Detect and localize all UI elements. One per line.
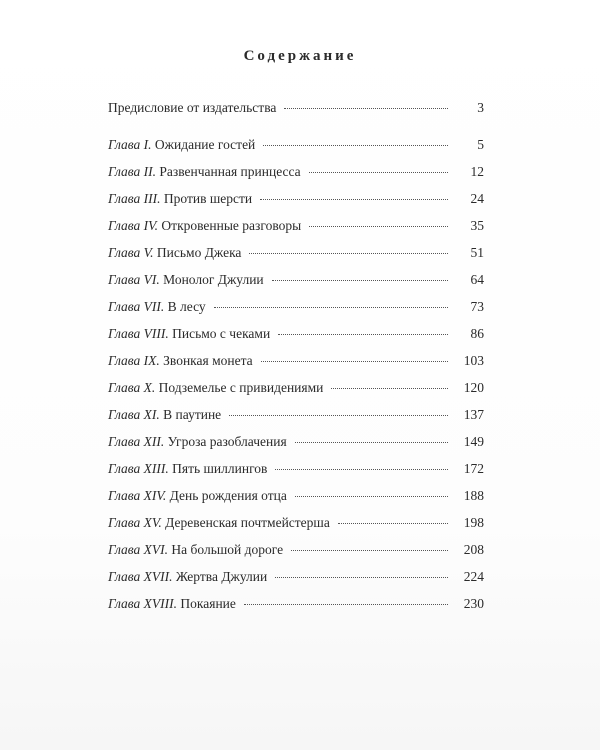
toc-entry-page: 12 [470, 164, 484, 179]
toc-entry-title: Предисловие от издательства [108, 100, 277, 115]
table-of-contents [108, 100, 484, 623]
dot-leader [331, 388, 448, 389]
toc-entry [108, 407, 484, 434]
toc-chapter-number: Глава XII. [108, 434, 165, 449]
toc-entry-label [108, 461, 267, 477]
toc-entry-page: 86 [470, 326, 484, 341]
dot-leader [278, 334, 448, 335]
dot-leader [263, 145, 448, 146]
toc-chapter-number: Глава XV. [108, 515, 162, 530]
toc-entry-title: День рождения отца [169, 488, 287, 503]
toc-entry-page: 172 [463, 461, 484, 476]
toc-entry-title: В лесу [167, 299, 206, 314]
dot-leader [309, 226, 448, 227]
toc-entry-label [108, 488, 287, 504]
toc-entry-label [108, 100, 276, 116]
toc-entry [108, 515, 484, 542]
toc-entry [108, 461, 484, 488]
toc-chapter-number: Глава XI. [108, 407, 160, 422]
toc-entry-label [108, 191, 252, 207]
toc-entry-label [108, 299, 206, 315]
dot-leader [249, 253, 448, 254]
dot-leader [244, 604, 448, 605]
toc-chapter-number: Глава V. [108, 245, 154, 260]
toc-chapter-number: Глава XVIII. [108, 596, 178, 611]
toc-entry-preface [108, 100, 484, 127]
dot-leader [295, 496, 448, 497]
dot-leader [309, 172, 448, 173]
toc-entry [108, 191, 484, 218]
toc-entry-title: Звонкая монета [163, 353, 253, 368]
toc-entry [108, 299, 484, 326]
toc-chapter-number: Глава VIII. [108, 326, 169, 341]
dot-leader [295, 442, 448, 443]
toc-entry [108, 137, 484, 164]
toc-entry-title: Покаяние [180, 596, 236, 611]
toc-chapter-number: Глава III. [108, 191, 161, 206]
dot-leader [229, 415, 448, 416]
toc-entry-label [108, 407, 221, 423]
toc-entry-page: 224 [463, 569, 484, 584]
toc-entry-page: 73 [470, 299, 484, 314]
toc-entry-label [108, 542, 283, 558]
toc-entry [108, 434, 484, 461]
toc-entry-title: Откровенные разговоры [161, 218, 302, 233]
toc-entry-page: 149 [463, 434, 484, 449]
toc-chapter-number: Глава VI. [108, 272, 160, 287]
toc-entry-label [108, 380, 323, 396]
toc-entry [108, 596, 484, 623]
toc-entry-title: Угроза разоблачения [167, 434, 287, 449]
toc-entry [108, 164, 484, 191]
toc-entry-page: 35 [470, 218, 484, 233]
toc-entry-page: 3 [477, 100, 484, 115]
toc-entry-title: Пять шиллингов [172, 461, 268, 476]
toc-entry-title: Монолог Джулии [163, 272, 264, 287]
dot-leader [291, 550, 448, 551]
toc-chapter-number: Глава XIII. [108, 461, 169, 476]
toc-entry [108, 326, 484, 353]
toc-entry-title: Подземелье с привидениями [158, 380, 324, 395]
toc-chapter-number: Глава VII. [108, 299, 165, 314]
toc-entry-label [108, 272, 264, 288]
toc-entry-page: 103 [463, 353, 484, 368]
toc-entry-page: 230 [463, 596, 484, 611]
dot-leader [214, 307, 448, 308]
dot-leader [338, 523, 448, 524]
dot-leader [275, 469, 448, 470]
toc-entry-title: Письмо Джека [156, 245, 242, 260]
toc-entry-title: Деревенская почтмейстерша [165, 515, 330, 530]
toc-chapter-number: Глава II. [108, 164, 157, 179]
toc-entry-page: 51 [470, 245, 484, 260]
toc-entry [108, 272, 484, 299]
dot-leader [272, 280, 448, 281]
toc-chapter-number: Глава IV. [108, 218, 159, 233]
toc-entry-page: 137 [463, 407, 484, 422]
toc-entry-page: 120 [463, 380, 484, 395]
toc-chapter-number: Глава XVII. [108, 569, 173, 584]
toc-entry-title: Жертва Джулии [175, 569, 268, 584]
toc-chapter-number: Глава I. [108, 137, 152, 152]
toc-entry-title: На большой дороге [171, 542, 284, 557]
dot-leader [275, 577, 448, 578]
toc-chapter-number: Глава XVI. [108, 542, 169, 557]
page-title: Содержание [243, 48, 357, 64]
toc-chapter-number: Глава XIV. [108, 488, 167, 503]
toc-entry [108, 542, 484, 569]
toc-entry-page: 198 [463, 515, 484, 530]
toc-entry-title: В паутине [163, 407, 222, 422]
toc-entry-page: 24 [470, 191, 484, 206]
toc-entry [108, 488, 484, 515]
toc-chapter-number: Глава IX. [108, 353, 160, 368]
toc-entry-title: Развенчанная принцесса [159, 164, 301, 179]
toc-entry-page: 5 [477, 137, 484, 152]
toc-entry-title: Ожидание гостей [154, 137, 256, 152]
toc-entry-label [108, 434, 287, 450]
toc-entry-label [108, 164, 301, 180]
toc-entry-label [108, 353, 253, 369]
dot-leader [261, 361, 448, 362]
toc-entry-label [108, 218, 301, 234]
toc-entry [108, 218, 484, 245]
toc-entry [108, 353, 484, 380]
dot-leader [284, 108, 448, 109]
toc-entry-label [108, 569, 267, 585]
toc-entry-label [108, 515, 330, 531]
toc-entry-page: 208 [463, 542, 484, 557]
toc-entry-title: Письмо с чеками [172, 326, 271, 341]
toc-entry-page: 188 [463, 488, 484, 503]
toc-entry-title: Против шерсти [163, 191, 253, 206]
toc-entry [108, 380, 484, 407]
dot-leader [260, 199, 448, 200]
toc-chapter-number: Глава X. [108, 380, 156, 395]
toc-entry-label [108, 245, 241, 261]
toc-entry-label [108, 326, 270, 342]
toc-entry-label [108, 596, 236, 612]
toc-entry [108, 245, 484, 272]
toc-entry [108, 569, 484, 596]
toc-entry-page: 64 [470, 272, 484, 287]
toc-entry-label [108, 137, 255, 153]
